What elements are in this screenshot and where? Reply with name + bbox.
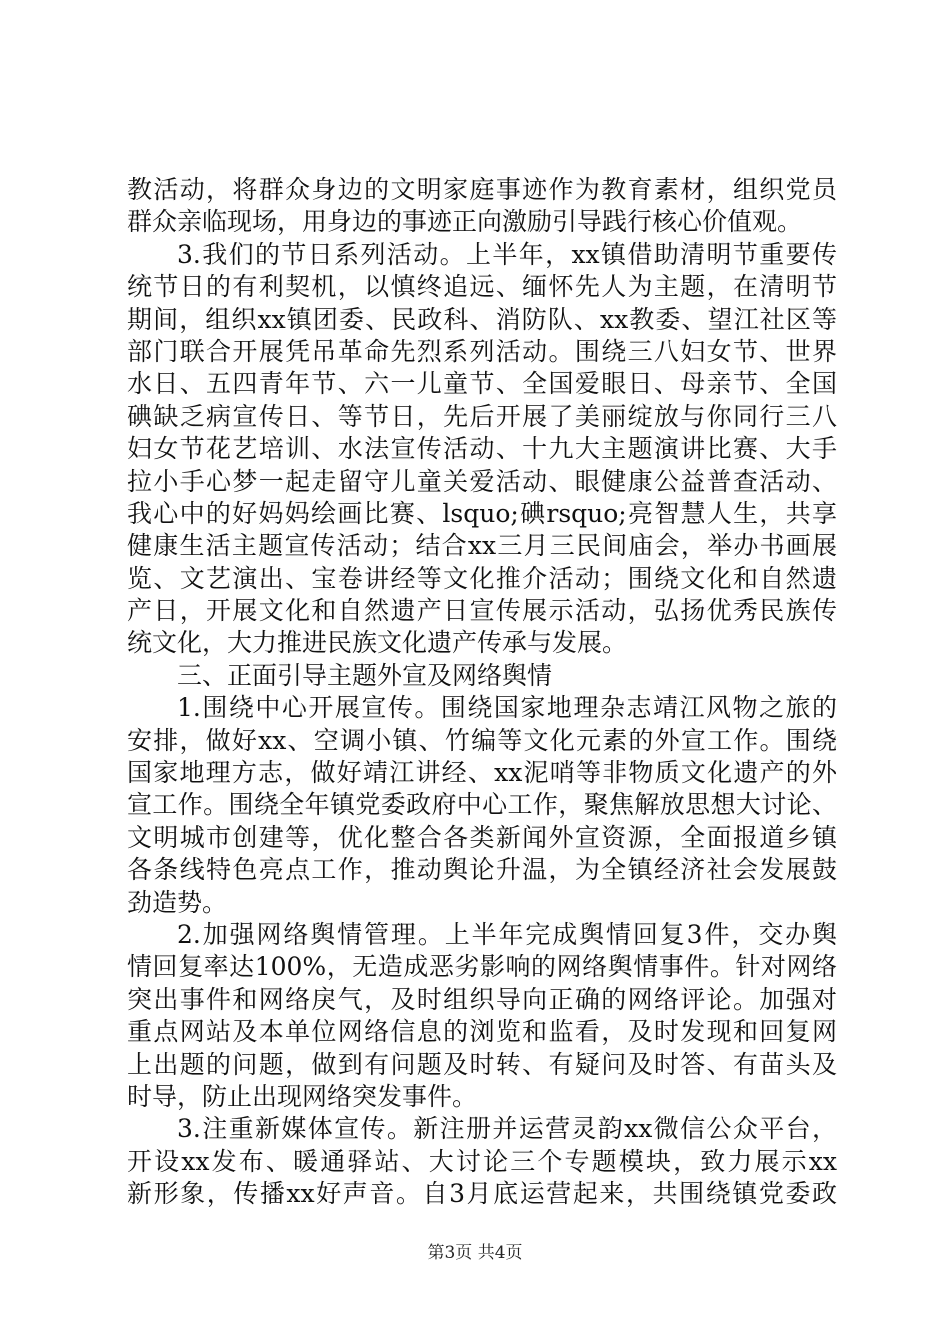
text-line: 群众亲临现场，用身边的事迹正向激励引导践行核心价值观。: [127, 207, 803, 237]
text-line: 产日，开展文化和自然遗产日宣传展示活动，弘扬优秀民族传: [127, 596, 837, 626]
text-line: 3.我们的节日系列活动。上半年，xx镇借助清明节重要传: [177, 239, 837, 269]
text-line: 拉小手心梦一起走留守儿童关爱活动、眼健康公益普查活动、: [127, 466, 837, 496]
text-line: 教活动，将群众身边的文明家庭事迹作为教育素材，组织党员: [127, 175, 837, 204]
text-line: 我心中的好妈妈绘画比赛、lsquo;碘rsquo;亮智慧人生，共享: [127, 498, 837, 528]
text-line: 统文化，大力推进民族文化遗产传承与发展。: [127, 628, 628, 658]
text-line: 各条线特色亮点工作，推动舆论升温，为全镇经济社会发展鼓: [127, 855, 837, 885]
text-line: 开设xx发布、暖通驿站、大讨论三个专题模块，致力展示xx: [127, 1146, 837, 1176]
text-line: 3.注重新媒体宣传。新注册并运营灵韵xx微信公众平台，: [177, 1114, 837, 1144]
text-line: 统节日的有利契机，以慎终追远、缅怀先人为主题，在清明节: [127, 272, 837, 302]
text-line: 妇女节花艺培训、水法宣传活动、十九大主题演讲比赛、大手: [127, 434, 837, 464]
text-line: 2.加强网络舆情管理。上半年完成舆情回复3件，交办舆: [177, 919, 837, 949]
text-line: 部门联合开展凭吊革命先烈系列活动。围绕三八妇女节、世界: [127, 336, 837, 366]
text-line: 时导，防止出现网络突发事件。: [127, 1081, 478, 1111]
text-line: 期间，组织xx镇团委、民政科、消防队、xx教委、望江社区等: [127, 304, 837, 334]
body-text: [127, 174, 837, 1211]
text-line: 1.围绕中心开展宣传。围绕国家地理杂志靖江风物之旅的: [177, 693, 837, 723]
text-line: 碘缺乏病宣传日、等节日，先后开展了美丽绽放与你同行三八: [127, 401, 837, 431]
text-line: 水日、五四青年节、六一儿童节、全国爱眼日、母亲节、全国: [127, 369, 837, 399]
text-line: 劲造势。: [127, 887, 228, 917]
text-line: 健康生活主题宣传活动；结合xx三月三民间庙会，举办书画展: [127, 531, 837, 561]
text-line: 安排，做好xx、空调小镇、竹编等文化元素的外宣工作。围绕: [127, 725, 837, 755]
text-line: 情回复率达100%，无造成恶劣影响的网络舆情事件。针对网络: [127, 952, 837, 982]
text-line: 重点网站及本单位网络信息的浏览和监看，及时发现和回复网: [127, 1017, 837, 1047]
text-line: 新形象，传播xx好声音。自3月底运营起来，共围绕镇党委政: [127, 1179, 837, 1209]
text-line: 突出事件和网络戾气，及时组织导向正确的网络评论。加强对: [127, 984, 837, 1014]
text-line: 文明城市创建等，优化整合各类新闻外宣资源，全面报道乡镇: [127, 822, 837, 852]
text-line: 宣工作。围绕全年镇党委政府中心工作，聚焦解放思想大讨论、: [127, 790, 837, 820]
text-line: 览、文艺演出、宝卷讲经等文化推介活动；围绕文化和自然遗: [127, 563, 837, 593]
page-footer: 第3页 共4页: [427, 1243, 523, 1263]
text-line: 国家地理方志，做好靖江讲经、xx泥哨等非物质文化遗产的外: [127, 758, 837, 788]
section-heading: 三、正面引导主题外宣及网络舆情: [177, 660, 553, 690]
text-line: 上出题的问题，做到有问题及时转、有疑问及时答、有苗头及: [127, 1049, 837, 1079]
